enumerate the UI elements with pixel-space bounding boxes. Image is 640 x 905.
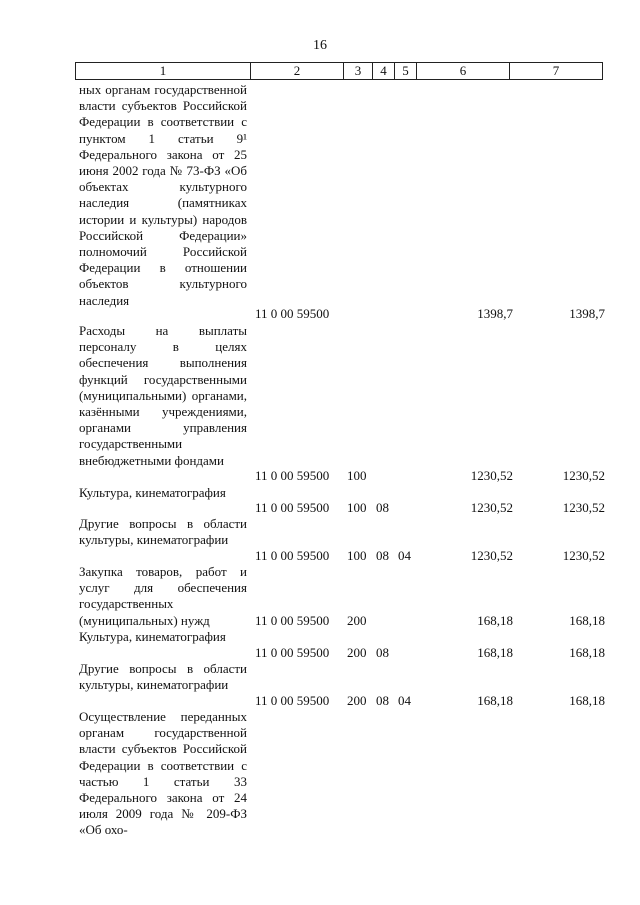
row-code: 11 0 00 59500: [255, 306, 330, 321]
row-code: 11 0 00 59500: [255, 548, 330, 563]
row-col-3: 200: [347, 613, 367, 628]
row-code: 11 0 00 59500: [255, 613, 330, 628]
row-col-4: 08: [376, 645, 389, 660]
row-col-5: 04: [398, 693, 411, 708]
row-code: 11 0 00 59500: [255, 645, 330, 660]
row-value-6: 168,18: [477, 613, 513, 628]
row-description: ных органам государственной власти субъектов Российской Федерации в соответствии с пунктом 1 статьи 9¹ Федерального закона от 25 июня 2002 года № 73-ФЗ «Об объектах культурного наследия (памятниках истории и культуры) народов Российской Федерации» полномочий Российской Федерации в отношении объектов культурного наследия: [79, 82, 247, 308]
row-col-4: 08: [376, 548, 389, 563]
row-code: 11 0 00 59500: [255, 468, 330, 483]
row-value-7: 1398,7: [569, 306, 605, 321]
row-value-7: 168,18: [569, 693, 605, 708]
header-col-7: 7: [510, 63, 603, 80]
row-description: Осуществление переданных органам государственной власти субъектов Российской Федерации в соответствии с частью 1 статьи 33 Федерального закона от 24 июля 2009 года № 209-ФЗ «Об охо-: [79, 709, 247, 838]
row-col-3: 100: [347, 468, 367, 483]
row-value-6: 1230,52: [470, 500, 513, 515]
row-code: 11 0 00 59500: [255, 693, 330, 708]
row-description: Закупка товаров, работ и услуг для обеспечения государственных (муниципальных) нужд: [79, 564, 247, 628]
row-col-3: 100: [347, 500, 367, 515]
row-value-7: 168,18: [569, 613, 605, 628]
row-value-6: 1398,7: [477, 306, 513, 321]
row-code: 11 0 00 59500: [255, 500, 330, 515]
table-header: [75, 62, 603, 80]
row-value-7: 1230,52: [562, 548, 605, 563]
row-col-5: 04: [398, 548, 411, 563]
row-value-7: 168,18: [569, 645, 605, 660]
row-value-6: 168,18: [477, 645, 513, 660]
header-col-3: 3: [344, 63, 373, 80]
row-col-4: 08: [376, 500, 389, 515]
header-col-2: 2: [251, 63, 344, 80]
header-col-4: 4: [373, 63, 395, 80]
row-value-6: 168,18: [477, 693, 513, 708]
row-description: Культура, кинематография: [79, 629, 226, 644]
header-col-1: 1: [76, 63, 251, 80]
row-value-6: 1230,52: [470, 468, 513, 483]
row-description: Другие вопросы в области культуры, кинематографии: [79, 661, 247, 693]
row-value-7: 1230,52: [562, 468, 605, 483]
row-col-4: 08: [376, 693, 389, 708]
row-description: Другие вопросы в области культуры, кинематографии: [79, 516, 247, 548]
page-number: 16: [313, 38, 327, 53]
row-description: Расходы на выплаты персоналу в целях обеспечения выполнения функций государственными (муниципальными) органами, казёнными учреждениями, органами управления государственными внебюджетными фондами: [79, 323, 247, 468]
header-col-6: 6: [417, 63, 510, 80]
header-col-5: 5: [395, 63, 417, 80]
row-col-3: 200: [347, 645, 367, 660]
row-description: Культура, кинематография: [79, 485, 226, 500]
row-col-3: 100: [347, 548, 367, 563]
row-value-7: 1230,52: [562, 500, 605, 515]
row-col-3: 200: [347, 693, 367, 708]
row-value-6: 1230,52: [470, 548, 513, 563]
